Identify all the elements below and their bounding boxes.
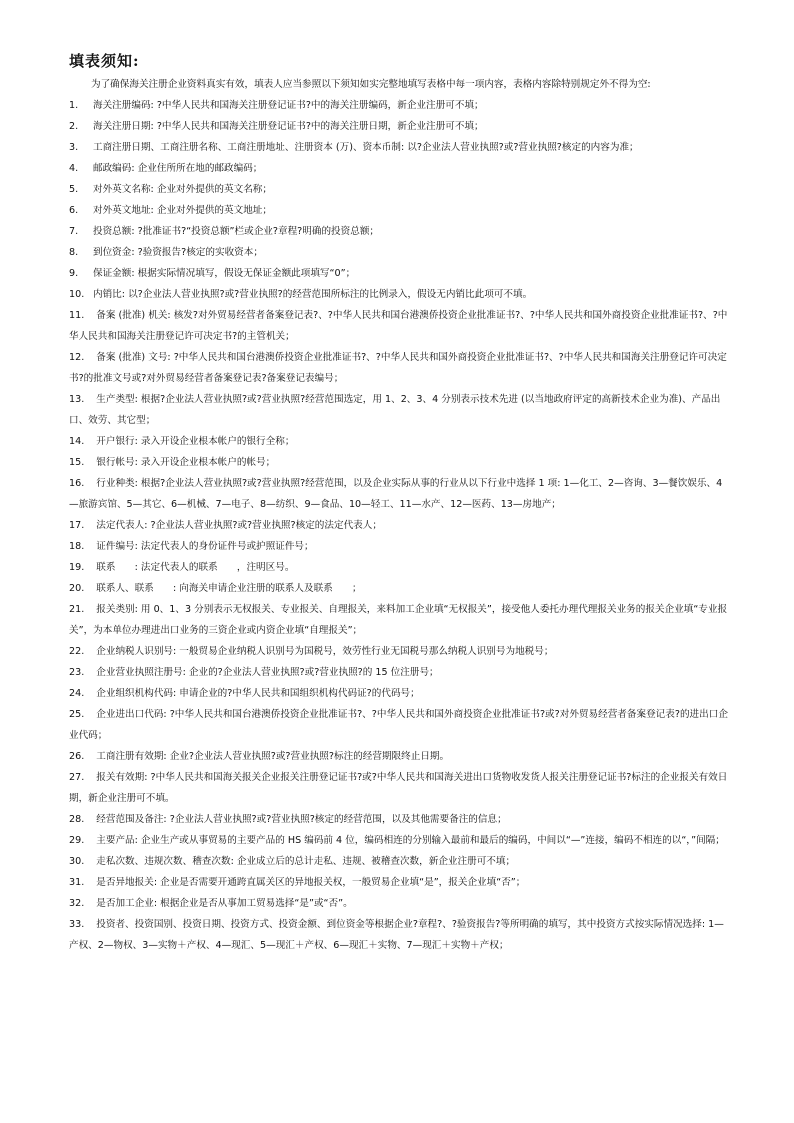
- page-title: 填表须知:: [69, 52, 140, 70]
- instruction-item: [69, 200, 729, 221]
- instruction-item: [69, 284, 729, 305]
- instruction-text: 到位资金: ?验资报告?核定的实收资本；: [93, 247, 263, 258]
- instruction-item: [69, 179, 729, 200]
- instruction-item: [69, 662, 729, 683]
- instruction-item: [69, 746, 729, 767]
- instruction-number: 10.: [69, 289, 85, 300]
- instruction-item: [69, 536, 729, 557]
- instruction-item: [69, 578, 729, 599]
- instruction-item: [69, 158, 729, 179]
- instruction-text: 对外英文名称: 企业对外提供的英文名称；: [93, 184, 272, 195]
- instruction-item: [69, 641, 729, 662]
- instruction-number: 13.: [69, 394, 85, 405]
- instruction-item: [69, 830, 729, 851]
- instruction-text: 工商注册日期、工商注册名称、工商注册地址、注册资本 (万)、资本币制: 以?企业法人营业执照?或?营业执照?核定的内容为准；: [93, 142, 639, 153]
- instruction-number: 7.: [69, 226, 79, 237]
- instruction-number: 25.: [69, 709, 85, 720]
- instruction-number: 1.: [69, 100, 79, 111]
- instruction-item: [69, 452, 729, 473]
- instruction-text: 生产类型: 根据?企业法人营业执照?或?营业执照?经营范围选定，用 1、2、3、4 分别表示技术先进 (以当地政府评定的高新技术企业为准)、产品出口、效劳、其它型；: [69, 394, 721, 426]
- instruction-item: [69, 704, 729, 746]
- instruction-text: 海关注册编码: ?中华人民共和国海关注册登记证书?中的海关注册编码，新企业注册可不填；: [93, 100, 484, 111]
- instruction-item: [69, 95, 729, 116]
- instruction-item: [69, 347, 729, 389]
- instruction-text: 行业种类: 根据?企业法人营业执照?或?营业执照?经营范围，以及企业实际从事的行业从以下行业中选择 1 项: 1—化工、2—咨询、3—餐饮娱乐、4—旅游宾馆、5—其它、6—机械、7—电子、8—纺织、9—食品、10—轻工、11—水产、12—医药、13—房地产；: [69, 478, 723, 510]
- instruction-text: 对外英文地址: 企业对外提供的英文地址；: [93, 205, 272, 216]
- instruction-text: 联系 : 法定代表人的联系 ，注明区号。: [96, 562, 295, 573]
- instruction-number: 23.: [69, 667, 85, 678]
- instruction-number: 3.: [69, 142, 79, 153]
- instruction-text: 工商注册有效期: 企业?企业法人营业执照?或?营业执照?标注的经营期限终止日期。: [96, 751, 450, 762]
- instruction-item: [69, 305, 729, 347]
- instruction-item: [69, 809, 729, 830]
- instruction-text: 报关类别: 用 0、1、3 分别表示无权报关、专业报关、自理报关，来料加工企业填“无权报关”，接受他人委托办理代理报关业务的报关企业填“专业报关”，为本单位办理进出口业务的三资企业或内资企业填“自理报关”；: [69, 604, 728, 636]
- instruction-item: [69, 263, 729, 284]
- instruction-number: 11.: [69, 310, 85, 321]
- instruction-number: 22.: [69, 646, 85, 657]
- instruction-text: 经营范围及备注: ?企业法人营业执照?或?营业执照?核定的经营范围，以及其他需要备注的信息；: [96, 814, 507, 825]
- instruction-item: [69, 137, 729, 158]
- instruction-item: [69, 557, 729, 578]
- instruction-number: 12.: [69, 352, 85, 363]
- instruction-number: 30.: [69, 856, 85, 867]
- instruction-item: [69, 431, 729, 452]
- instruction-item: [69, 242, 729, 263]
- instructions-body: [69, 74, 729, 956]
- instruction-text: 企业营业执照注册号: 企业的?企业法人营业执照?或?营业执照?的 15 位注册号；: [96, 667, 439, 678]
- instruction-item: [69, 221, 729, 242]
- instruction-number: 26.: [69, 751, 85, 762]
- instruction-text: 企业组织机构代码: 申请企业的?中华人民共和国组织机构代码证?的代码号；: [96, 688, 420, 699]
- instruction-text: 是否异地报关: 企业是否需要开通跨直属关区的异地报关权，一般贸易企业填“是”，报关企业填“否”；: [96, 877, 526, 888]
- instruction-text: 走私次数、违规次数、稽查次数: 企业成立后的总计走私、违规、被稽查次数，新企业注册可不填；: [96, 856, 516, 867]
- instruction-text: 内销比: 以?企业法人营业执照?或?营业执照?的经营范围所标注的比例录入，假设无内销比此项可不填。: [93, 289, 533, 300]
- instruction-number: 9.: [69, 268, 79, 279]
- instruction-item: [69, 683, 729, 704]
- instruction-item: [69, 872, 729, 893]
- intro-paragraph: 为了确保海关注册企业资料真实有效，填表人应当参照以下须知如实完整地填写表格中每一项内容，表格内容除特别规定外不得为空:: [91, 79, 651, 90]
- instruction-number: 19.: [69, 562, 85, 573]
- instruction-number: 17.: [69, 520, 85, 531]
- instruction-text: 是否加工企业: 根据企业是否从事加工贸易选择“是”或“否”。: [96, 898, 353, 909]
- instruction-item: [69, 893, 729, 914]
- instruction-number: 14.: [69, 436, 85, 447]
- instruction-number: 32.: [69, 898, 85, 909]
- instruction-item: [69, 851, 729, 872]
- instruction-number: 31.: [69, 877, 85, 888]
- instruction-number: 4.: [69, 163, 79, 174]
- instruction-text: 备案 (批准) 文号: ?中华人民共和国台港澳侨投资企业批准证书?、?中华人民共和国外商投资企业批准证书?、?中华人民共和国海关注册登记许可决定书?的批准文号或?对外贸易经营者备案登记表?备案登记表编号；: [69, 352, 727, 384]
- instruction-item: [69, 116, 729, 137]
- instruction-item: [69, 767, 729, 809]
- instruction-number: 27.: [69, 772, 85, 783]
- instruction-text: 保证金额: 根据实际情况填写，假设无保证金额此项填写“0”；: [93, 268, 356, 279]
- instruction-number: 29.: [69, 835, 85, 846]
- instruction-number: 5.: [69, 184, 79, 195]
- instruction-text: 企业进出口代码: ?中华人民共和国台港澳侨投资企业批准证书?、?中华人民共和国外商投资企业批准证书?或?对外贸易经营者备案登记表?的进出口企业代码；: [69, 709, 728, 741]
- instruction-text: 报关有效期: ?中华人民共和国海关报关企业报关注册登记证书?或?中华人民共和国海关进出口货物收发货人报关注册登记证书?标注的企业报关有效日期，新企业注册可不填。: [69, 772, 728, 804]
- instruction-text: 邮政编码: 企业住所所在地的邮政编码；: [93, 163, 263, 174]
- instruction-item: [69, 389, 729, 431]
- instruction-item: [69, 473, 729, 515]
- instruction-number: 24.: [69, 688, 85, 699]
- instruction-item: [69, 515, 729, 536]
- instruction-text: 海关注册日期: ?中华人民共和国海关注册登记证书?中的海关注册日期，新企业注册可不填；: [93, 121, 484, 132]
- instruction-number: 20.: [69, 583, 85, 594]
- instruction-number: 8.: [69, 247, 79, 258]
- instruction-text: 联系人、联系 : 向海关申请企业注册的联系人及联系 ；: [96, 583, 362, 594]
- instruction-number: 28.: [69, 814, 85, 825]
- instruction-text: 法定代表人: ?企业法人营业执照?或?营业执照?核定的法定代表人；: [96, 520, 382, 531]
- instruction-text: 主要产品: 企业生产或从事贸易的主要产品的 HS 编码前 4 位，编码相连的分别输入最前和最后的编码，中间以“—”连接，编码不相连的以“，”间隔；: [96, 835, 725, 846]
- instruction-number: 15.: [69, 457, 85, 468]
- instruction-text: 投资者、投资国别、投资日期、投资方式、投资金额、到位资金等根据企业?章程?、?验资报告?等所明确的填写，其中投资方式按实际情况选择: 1—产权、2—物权、3—实物＋产权、4—现汇、5—现汇＋产权、6—现汇＋实物、7—现汇＋实物＋产权；: [69, 919, 724, 951]
- instruction-text: 备案 (批准) 机关: 核发?对外贸易经营者备案登记表?、?中华人民共和国台港澳侨投资企业批准证书?、?中华人民共和国外商投资企业批准证书?、?中华人民共和国海关注册登记许可决定书?的主管机关；: [69, 310, 728, 342]
- instruction-item: [69, 599, 729, 641]
- instruction-number: 18.: [69, 541, 85, 552]
- instruction-number: 16.: [69, 478, 85, 489]
- instruction-number: 21.: [69, 604, 85, 615]
- instruction-item: [69, 914, 729, 956]
- instruction-text: 企业纳税人识别号: 一般贸易企业纳税人识别号为国税号，效劳性行业无国税号那么纳税人识别号为地税号；: [96, 646, 554, 657]
- instruction-text: 投资总额: ?批准证书?“投资总额”栏或企业?章程?明确的投资总额；: [93, 226, 380, 237]
- instruction-number: 6.: [69, 205, 79, 216]
- instruction-text: 银行帐号: 录入开设企业根本帐户的帐号；: [96, 457, 276, 468]
- instruction-text: 证件编号: 法定代表人的身份证件号或护照证件号；: [96, 541, 314, 552]
- instruction-list: [69, 95, 729, 956]
- instruction-number: 2.: [69, 121, 79, 132]
- instruction-text: 开户银行: 录入开设企业根本帐户的银行全称；: [96, 436, 295, 447]
- instruction-number: 33.: [69, 919, 85, 930]
